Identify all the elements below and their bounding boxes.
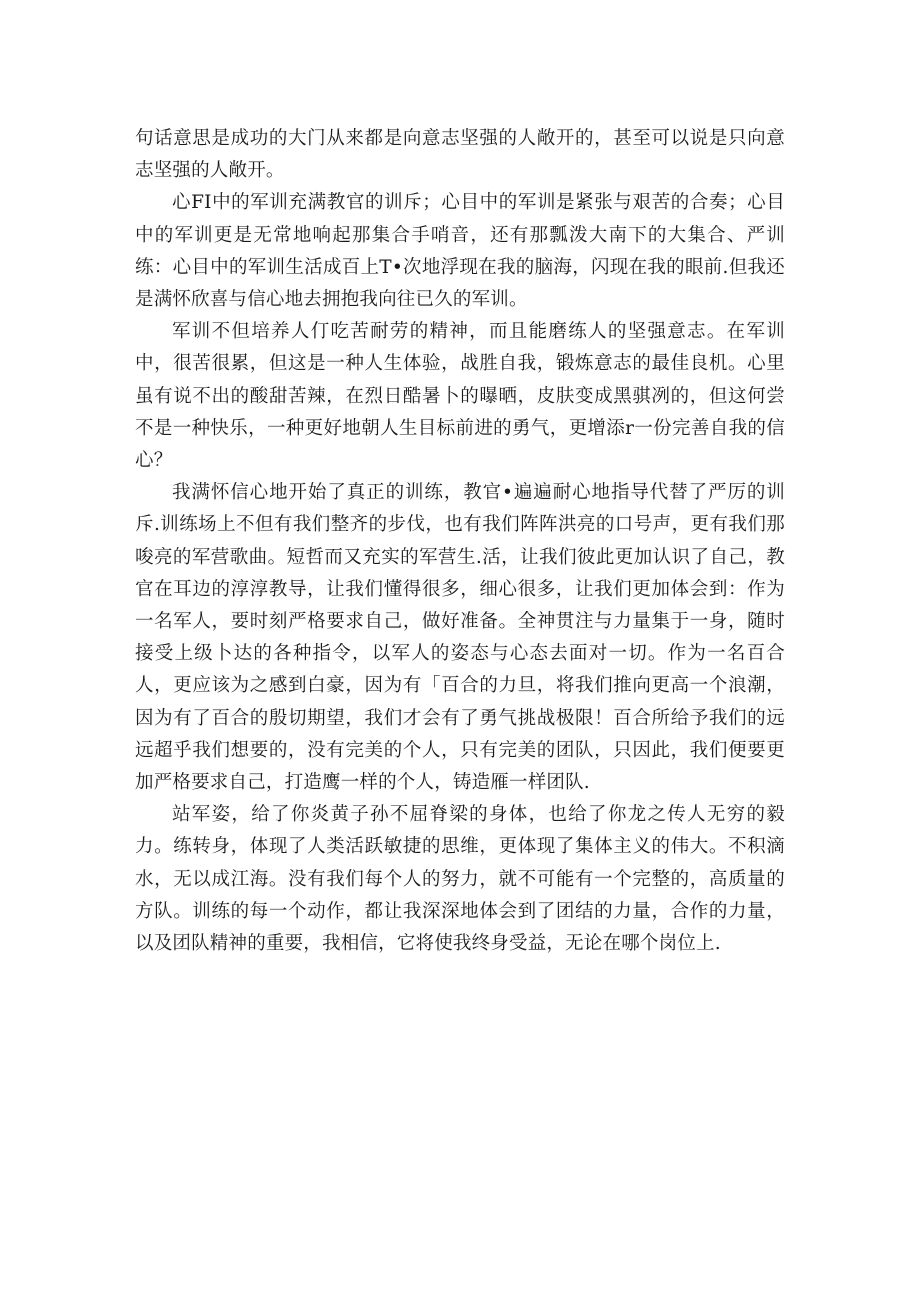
paragraph-2: 心FI中的军训充满教官的训斥；心目中的军训是紧张与艰苦的合奏；心目中的军训更是无常地响起那集合手哨音，还有那瓢泼大南下的大集合、严训练：心目中的军训生活成百上T•次地浮现在我的脑海，闪现在我的眼前.但我还是满怀欣喜与信心地去拥抱我向往已久的军训。 bbox=[135, 192, 785, 311]
paragraph-3: 军训不但培养人仃吃苦耐劳的精神，而且能磨练人的坚强意志。在军训中，很苦很累，但这是一种人生体验，战胜自我，锻炼意志的最佳良机。心里虽有说不出的酸甜苦辣，在烈日酷暑卜的曝晒，皮肤变成黑骐冽的，但这何尝不是一种快乐，一种更好地朝人生目标前进的勇气，更增添r一份完善自我的信心？ bbox=[135, 321, 785, 472]
paragraph-4: 我满怀信心地开始了真正的训练，教官•遍遍耐心地指导代替了严厉的训斥.训练场上不但有我们整齐的步伐，也有我们阵阵洪亮的口号声，更有我们那唆亮的军营歌曲。短哲而又充实的军营生.活，让我们彼此更加认识了自己，教官在耳边的淳淳教导，让我们懂得很多，细心很多，让我们更加体会到：作为一名军人，要时刻严格要求自己，做好准备。全神贯注与力量集于一身，随时接受上级卜达的各种指令，以军人的姿态与心态去面对一切。作为一名百合人，更应该为之感到白豪，因为有「百合的力旦，将我们推向更高一个浪潮，因为有了百合的殷切期望，我们才会有了勇气挑战极限！百合所给予我们的远远超乎我们想要的，没有完美的个人，只有完美的团队，只因此，我们便要更加严格要求自己，打造鹰一样的个人，铸造雁一样团队. bbox=[135, 482, 785, 794]
paragraph-5: 站军姿，给了你炎黄子孙不屈脊梁的身体，也给了你龙之传人无穷的毅力。练转身，体现了人类活跃敏捷的思维，更体现了集体主义的伟大。不积滴水，无以成江海。没有我们每个人的努力，就不可能有一个完整的，高质量的方队。训练的每一个动作，都让我深深地体会到了团结的力量，合作的力量，以及团队精神的重要，我相信，它将使我终身受益，无论在哪个岗位上. bbox=[135, 804, 785, 955]
paragraph-1: 句话意思是成功的大门从来都是向意志坚强的人敞开的，甚至可以说是只向意志坚强的人敞开。 bbox=[135, 128, 785, 182]
article-body bbox=[135, 123, 785, 960]
